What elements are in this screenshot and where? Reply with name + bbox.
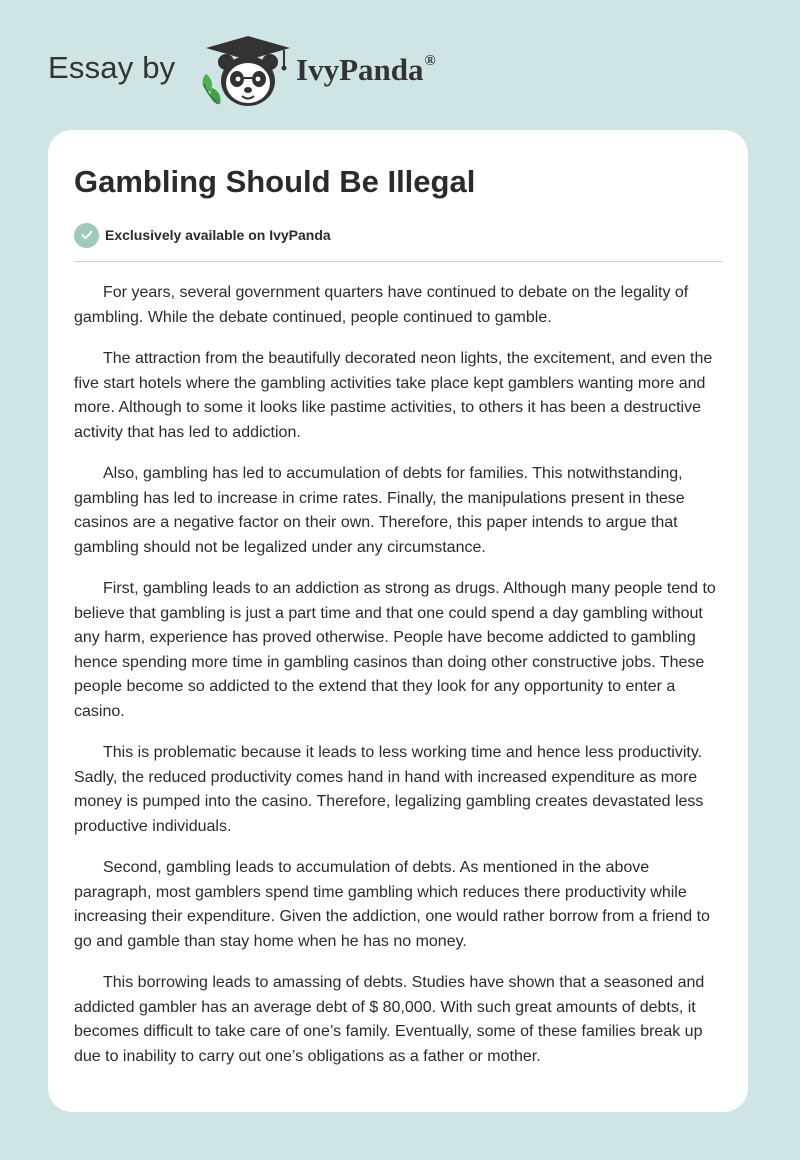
brand-logo-text[interactable]	[296, 52, 436, 88]
badge-label: Exclusively available on IvyPanda	[105, 227, 331, 243]
brand-name: IvyPanda	[296, 52, 424, 87]
check-circle-icon	[74, 223, 99, 248]
essay-by-label: Essay by	[48, 50, 176, 85]
paragraph: The attraction from the beautifully decorated neon lights, the excitement, and even the five start hotels where the gambling activities take place kept gamblers wanting more and more. Although to some it looks like pastime activities, to others it has been a destructive activity that has led to addiction.	[74, 350, 713, 441]
ivy-leaf-icon	[203, 74, 221, 104]
page-title: Gambling Should Be Illegal	[74, 164, 476, 199]
site-header	[0, 0, 800, 130]
essay-body	[74, 281, 730, 1086]
paragraph: For years, several government quarters have continued to debate on the legality of gambling. While the debate continued, people continued to gamble.	[74, 284, 689, 326]
exclusive-badge	[74, 222, 331, 248]
paragraph: First, gambling leads to an addiction as strong as drugs. Although many people tend to believe that gambling is just a part time and that one could spend a day gambling without any harm, experience has proved otherwise. People have become addicted to gambling hence spending more time in gambling casinos than doing other constructive jobs. These people become so addicted to the extend that they look for any opportunity to enter a casino.	[74, 580, 716, 720]
panda-graduate-icon[interactable]	[198, 34, 294, 110]
paragraph: This is problematic because it leads to less working time and hence less productivity. Sadly, the reduced productivity comes hand in hand with increased expenditure as more money is pumped into the casino. Therefore, legalizing gambling creates devastated less productive individuals.	[74, 744, 704, 835]
paragraph: Second, gambling leads to accumulation of debts. As mentioned in the above paragraph, most gamblers spend time gambling which reduces there productivity while increasing their expenditure. Given the addiction, one would rather borrow from a friend to go and gamble than stay home when he has no money.	[74, 859, 710, 950]
essay-card	[48, 130, 748, 1112]
paragraph: Also, gambling has led to accumulation of debts for families. This notwithstanding, gambling has led to increase in crime rates. Finally, the manipulations present in these casinos are a negative factor on their own. Therefore, this paper intends to argue that gambling should not be legalized under any circumstance.	[74, 465, 685, 556]
divider	[74, 261, 722, 262]
registered-mark: ®	[424, 52, 436, 69]
paragraph: This borrowing leads to amassing of debts. Studies have shown that a seasoned and addicted gambler has an average debt of $ 80,000. With such great amounts of debts, it becomes difficult to take care of one’s family. Eventually, some of these families break up due to inability to carry out one’s obligations as a father or mother.	[74, 974, 705, 1065]
